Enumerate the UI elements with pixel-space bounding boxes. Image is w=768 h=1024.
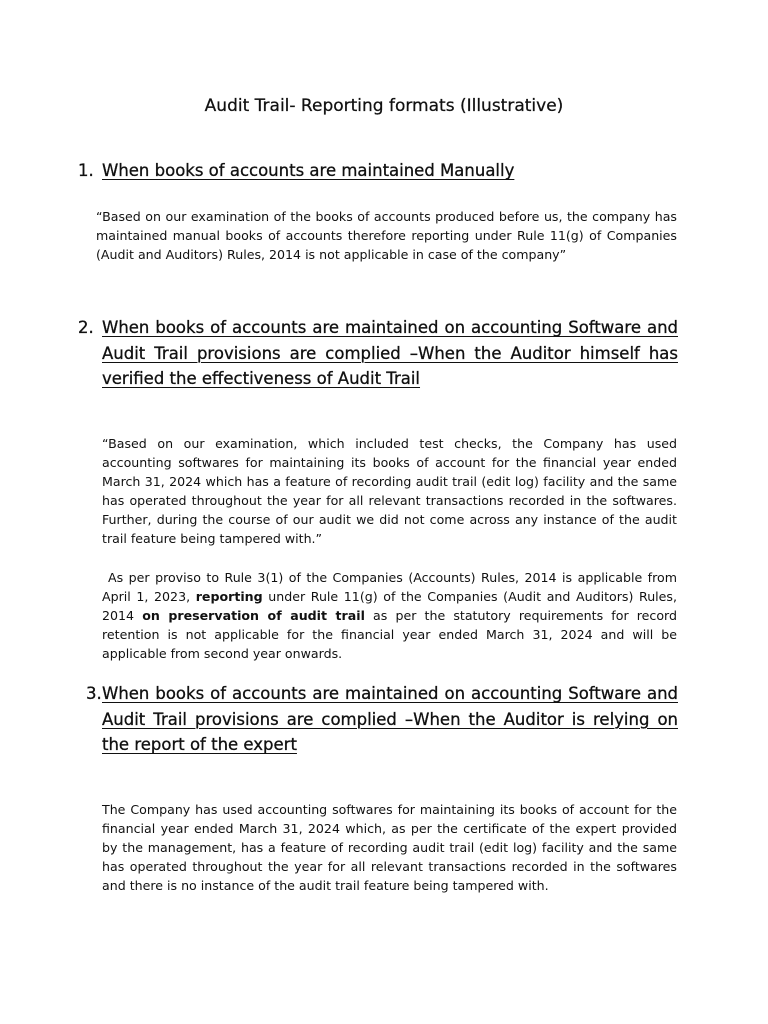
section-2-number: 2. <box>78 318 94 337</box>
proviso-text-1: As per proviso to Rule 3(1) of the Companies (Accounts) Rules, 2014 is applicable from April 1, 2023, <box>102 570 677 605</box>
section-1-heading <box>78 158 678 184</box>
section-3-heading-text: When books of accounts are maintained on accounting Software and Audit Trail provisions are complied –When the Auditor is relying on the report of the expert <box>102 684 678 754</box>
section-3-paragraph: The Company has used accounting softwares for maintaining its books of account for the financial year ended March 31, 2024 which, as per the certificate of the expert provided by the management, has a feature of recording audit trail (edit log) facility and the same has operated throughout the year for all relevant transactions recorded in the softwares and there is no instance of the audit trail feature being tampered with. <box>102 802 677 894</box>
proviso-text-2: under Rule 11(g) of the Companies (Audit and Auditors) Rules, 2014 <box>102 589 677 624</box>
section-1-number: 1. <box>78 161 94 180</box>
section-2-heading <box>78 315 678 392</box>
section-1-heading-text: When books of accounts are maintained Manually <box>102 161 515 180</box>
proviso-text-3: as per the statutory requirements for record retention is not applicable for the financial year ended March 31, 2024 and will be applicable from second year onwards. <box>102 608 677 662</box>
section-3-number: 3. <box>86 684 102 703</box>
section-2-proviso-paragraph <box>102 568 677 663</box>
page-title: Audit Trail- Reporting formats (Illustrative) <box>204 96 564 116</box>
proviso-bold-preservation: on preservation of audit trail <box>142 608 365 624</box>
section-1-paragraph: “Based on our examination of the books of accounts produced before us, the company has maintained manual books of accounts therefore reporting under Rule 11(g) of Companies (Audit and Auditors) Rules, 2014 is not applicable in case of the company” <box>96 209 677 263</box>
section-3-heading <box>86 681 678 758</box>
proviso-bold-reporting: reporting <box>195 589 263 605</box>
section-2-paragraph: “Based on our examination, which included test checks, the Company has used accounting softwares for maintaining its books of account for the financial year ended March 31, 2024 which has a feature of recording audit trail (edit log) facility and the same has operated throughout the year for all relevant transactions recorded in the softwares. Further, during the course of our audit we did not come across any instance of the audit trail feature being tampered with.” <box>102 436 677 547</box>
section-2-heading-text: When books of accounts are maintained on accounting Software and Audit Trail provisions are complied –When the Auditor himself has verified the effectiveness of Audit Trail <box>102 318 678 388</box>
